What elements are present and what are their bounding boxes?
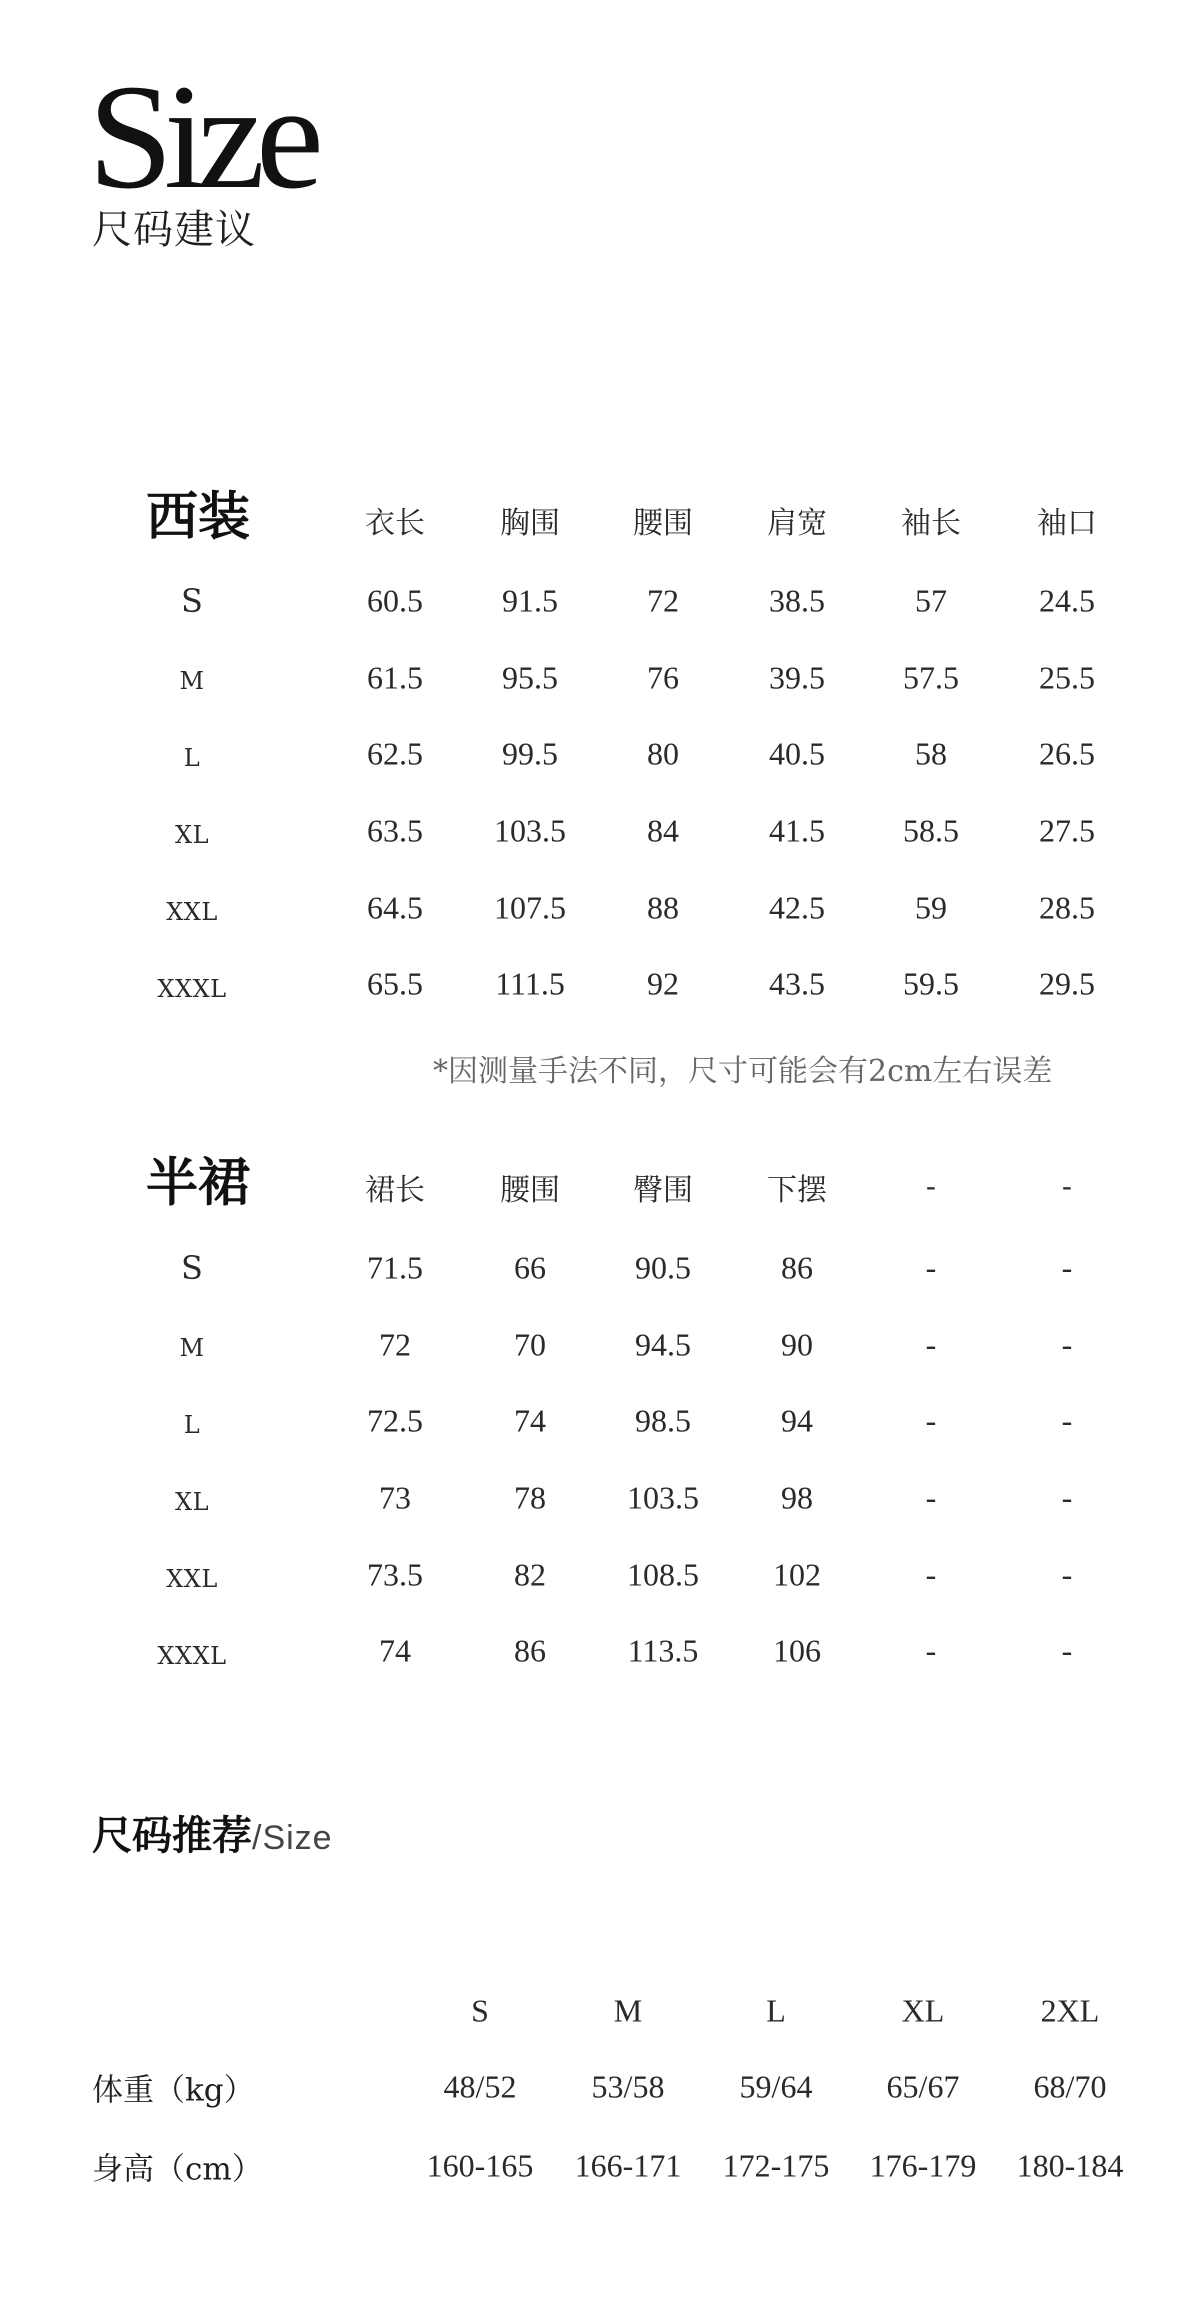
skirt-cell: -: [925, 1326, 937, 1363]
suit-cell: 107.5: [494, 889, 566, 926]
skirt-cell: 86: [514, 1632, 546, 1669]
rec-size-header: XL: [901, 1992, 945, 2029]
rec-size-header: M: [613, 1992, 643, 2029]
suit-row-size: M: [179, 667, 205, 695]
suit-cell: 111.5: [495, 965, 565, 1002]
suit-cell: 27.5: [1039, 812, 1095, 849]
suit-header-waist: 腰围: [633, 506, 693, 541]
suit-cell: 29.5: [1039, 965, 1095, 1002]
skirt-cell: 103.5: [627, 1479, 699, 1516]
skirt-cell: 102: [773, 1556, 821, 1593]
skirt-header-empty: -: [925, 1169, 937, 1205]
skirt-table-title: 半裙: [145, 1152, 251, 1214]
skirt-cell: 74: [514, 1402, 546, 1439]
skirt-header-length: 裙长: [365, 1173, 425, 1208]
rec-height-cell: 172-175: [722, 2147, 830, 2184]
skirt-row-size: S: [181, 1249, 203, 1287]
suit-cell: 92: [647, 965, 679, 1002]
rec-size-header: L: [766, 1992, 786, 2029]
suit-cell: 57.5: [903, 659, 959, 696]
suit-table-title: 西装: [145, 486, 251, 548]
suit-cell: 25.5: [1039, 659, 1095, 696]
suit-row-size: XXL: [166, 898, 218, 926]
skirt-cell: -: [1061, 1402, 1073, 1439]
skirt-header-hip: 臀围: [633, 1173, 693, 1208]
rec-weight-cell: 65/67: [886, 2068, 960, 2105]
rec-weight-cell: 68/70: [1033, 2068, 1107, 2105]
rec-height-cell: 176-179: [869, 2147, 977, 2184]
skirt-cell: 72.5: [367, 1402, 423, 1439]
suit-cell: 64.5: [367, 889, 423, 926]
skirt-cell: 86: [781, 1249, 813, 1286]
suit-cell: 28.5: [1039, 889, 1095, 926]
skirt-row-size: XXXL: [157, 1642, 227, 1670]
suit-row-size: XL: [174, 821, 210, 849]
skirt-cell: 71.5: [367, 1249, 423, 1286]
skirt-row-size: M: [179, 1334, 205, 1362]
suit-cell: 62.5: [367, 735, 423, 772]
rec-weight-cell: 48/52: [443, 2068, 517, 2105]
suit-cell: 103.5: [494, 812, 566, 849]
rec-size-header: S: [471, 1992, 489, 2029]
skirt-cell: -: [925, 1402, 937, 1439]
skirt-row-size: XL: [174, 1488, 210, 1516]
suit-cell: 42.5: [769, 889, 825, 926]
measurement-note: *因测量手法不同，尺寸可能会有2cm左右误差: [433, 1054, 1053, 1089]
rec-row-label-weight: 体重（kg）: [92, 2072, 255, 2109]
suit-cell: 80: [647, 735, 679, 772]
skirt-cell: -: [925, 1556, 937, 1593]
suit-cell: 61.5: [367, 659, 423, 696]
rec-row-label-height: 身高（cm）: [92, 2151, 263, 2188]
rec-weight-cell: 59/64: [739, 2068, 813, 2105]
recommendation-title: [92, 1804, 333, 1861]
skirt-cell: 113.5: [627, 1632, 699, 1669]
suit-cell: 39.5: [769, 659, 825, 696]
suit-cell: 40.5: [769, 735, 825, 772]
skirt-cell: -: [1061, 1479, 1073, 1516]
page-subtitle: 尺码建议: [92, 207, 256, 253]
rec-size-header: 2XL: [1040, 1992, 1100, 2029]
suit-row-size: XXXL: [157, 975, 227, 1003]
skirt-cell: -: [925, 1632, 937, 1669]
suit-cell: 41.5: [769, 812, 825, 849]
skirt-cell: 90.5: [635, 1249, 691, 1286]
rec-weight-cell: 53/58: [591, 2068, 665, 2105]
recommendation-title-suffix: /Size: [252, 1819, 333, 1857]
skirt-cell: -: [925, 1479, 937, 1516]
skirt-cell: -: [1061, 1326, 1073, 1363]
suit-cell: 84: [647, 812, 679, 849]
suit-cell: 57: [915, 582, 947, 619]
suit-cell: 58.5: [903, 812, 959, 849]
skirt-cell: 74: [379, 1632, 411, 1669]
skirt-cell: -: [925, 1249, 937, 1286]
suit-header-sleeve-length: 袖长: [901, 506, 961, 541]
skirt-cell: 98: [781, 1479, 813, 1516]
suit-cell: 63.5: [367, 812, 423, 849]
page-title: Size: [88, 54, 315, 220]
skirt-cell: -: [1061, 1249, 1073, 1286]
suit-header-chest: 胸围: [500, 506, 560, 541]
skirt-cell: 106: [773, 1632, 821, 1669]
suit-cell: 95.5: [502, 659, 558, 696]
suit-cell: 59.5: [903, 965, 959, 1002]
skirt-row-size: XXL: [166, 1565, 218, 1593]
suit-cell: 43.5: [769, 965, 825, 1002]
suit-header-shoulder: 肩宽: [767, 506, 827, 541]
suit-cell: 38.5: [769, 582, 825, 619]
skirt-cell: 72: [379, 1326, 411, 1363]
skirt-cell: 70: [514, 1326, 546, 1363]
suit-cell: 72: [647, 582, 679, 619]
suit-header-length: 衣长: [365, 506, 425, 541]
suit-row-size: L: [183, 744, 201, 772]
suit-header-cuff: 袖口: [1037, 506, 1097, 541]
suit-cell: 91.5: [502, 582, 558, 619]
skirt-header-hem: 下摆: [767, 1173, 827, 1208]
rec-height-cell: 180-184: [1016, 2147, 1124, 2184]
suit-cell: 76: [647, 659, 679, 696]
skirt-cell: -: [1061, 1556, 1073, 1593]
rec-height-cell: 166-171: [574, 2147, 682, 2184]
suit-cell: 59: [915, 889, 947, 926]
skirt-cell: 94.5: [635, 1326, 691, 1363]
suit-cell: 58: [915, 735, 947, 772]
skirt-cell: 108.5: [627, 1556, 699, 1593]
suit-cell: 65.5: [367, 965, 423, 1002]
suit-row-size: S: [181, 582, 203, 620]
skirt-cell: 90: [781, 1326, 813, 1363]
skirt-cell: 66: [514, 1249, 546, 1286]
skirt-header-empty: -: [1061, 1169, 1073, 1205]
skirt-cell: 78: [514, 1479, 546, 1516]
recommendation-title-main: 尺码推荐: [92, 1812, 252, 1859]
suit-cell: 60.5: [367, 582, 423, 619]
skirt-row-size: L: [183, 1411, 201, 1439]
skirt-cell: 94: [781, 1402, 813, 1439]
skirt-cell: -: [1061, 1632, 1073, 1669]
suit-cell: 24.5: [1039, 582, 1095, 619]
skirt-cell: 98.5: [635, 1402, 691, 1439]
skirt-cell: 82: [514, 1556, 546, 1593]
skirt-header-waist: 腰围: [500, 1173, 560, 1208]
skirt-cell: 73.5: [367, 1556, 423, 1593]
suit-cell: 99.5: [502, 735, 558, 772]
skirt-cell: 73: [379, 1479, 411, 1516]
suit-cell: 88: [647, 889, 679, 926]
suit-cell: 26.5: [1039, 735, 1095, 772]
rec-height-cell: 160-165: [426, 2147, 534, 2184]
